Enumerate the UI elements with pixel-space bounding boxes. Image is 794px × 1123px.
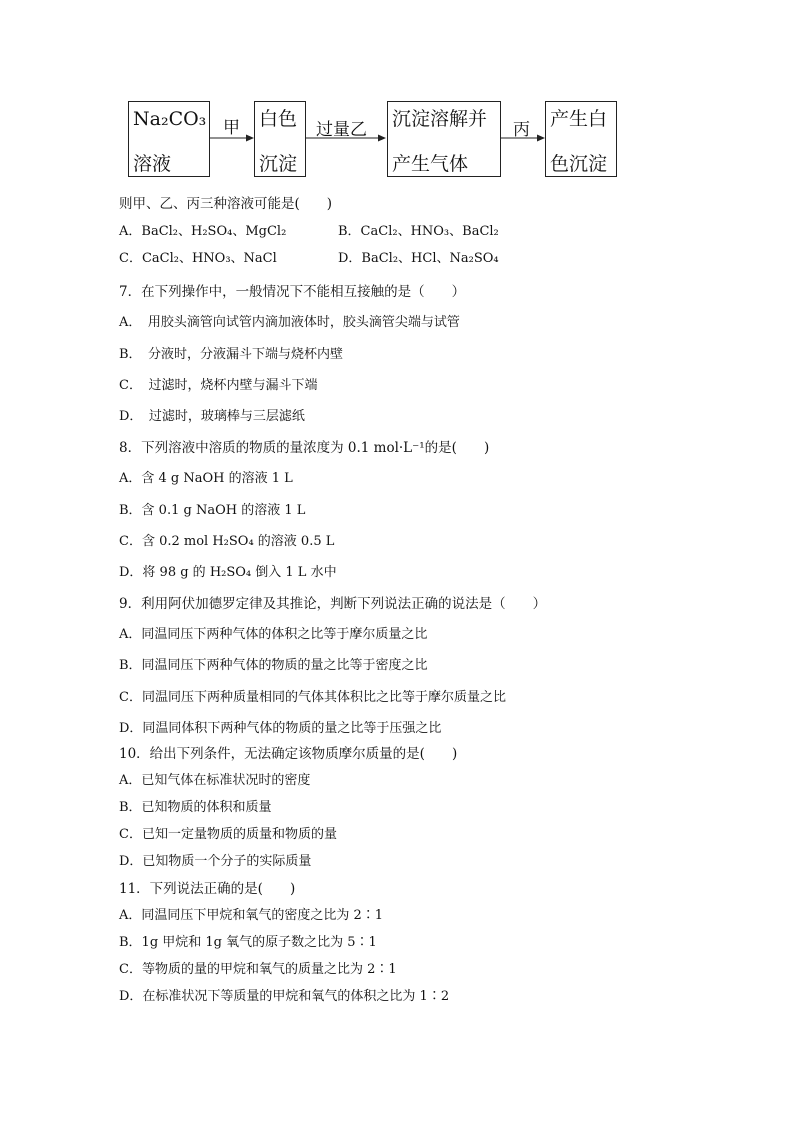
q10-option-c: C．已知一定量物质的质量和物质的量 [119, 827, 337, 842]
q10-option-b: B．已知物质的体积和质量 [119, 800, 272, 815]
flow-box-white-precipitate-2 [545, 101, 617, 177]
q6-option-a: A．BaCl₂、H₂SO₄、MgCl₂ [119, 224, 287, 239]
flow-box-line2: 溶液 [133, 153, 172, 175]
q7-option-b: B． 分液时，分液漏斗下端与烧杯内壁 [119, 347, 344, 362]
q6-option-c: C．CaCl₂、HNO₃、NaCl [119, 251, 277, 266]
flow-box-line2: 色沉淀 [550, 153, 608, 175]
q8-option-c: C．含 0.2 mol H₂SO₄ 的溶液 0.5 L [119, 534, 335, 549]
q6-stem: 则甲、乙、丙三种溶液可能是( ) [119, 196, 333, 212]
q9-option-b: B．同温同压下两种气体的物质的量之比等于密度之比 [119, 658, 428, 673]
q11-stem: 11．下列说法正确的是( ) [119, 881, 296, 897]
q7-option-a: A． 用胶头滴管向试管内滴加液体时，胶头滴管尖端与试管 [119, 315, 460, 330]
flow-box-line1: 产生白 [550, 108, 608, 130]
flow-box-line1: Na₂CO₃ [133, 108, 207, 130]
flow-box-line1: 白色 [259, 108, 298, 130]
q9-option-d: D．同温同体积下两种气体的物质的量之比等于压强之比 [119, 721, 442, 736]
arrow-3-label: 丙 [513, 120, 530, 140]
flow-box-white-precipitate [254, 101, 306, 177]
q11-option-c: C．等物质的量的甲烷和氧气的质量之比为 2∶1 [119, 962, 397, 977]
q8-stem: 8．下列溶液中溶质的物质的量浓度为 0.1 mol·L⁻¹的是( ) [119, 440, 490, 456]
flow-box-line1: 沉淀溶解并 [392, 108, 488, 130]
q6-option-b: B．CaCl₂、HNO₃、BaCl₂ [338, 224, 499, 239]
q6-option-d: D．BaCl₂、HCl、Na₂SO₄ [338, 251, 499, 266]
q10-stem: 10．给出下列条件，无法确定该物质摩尔质量的是( ) [119, 746, 458, 762]
q10-option-d: D．已知物质一个分子的实际质量 [119, 854, 312, 869]
q11-option-d: D．在标准状况下等质量的甲烷和氧气的体积之比为 1∶2 [119, 989, 450, 1004]
q7-option-d: D． 过滤时，玻璃棒与三层滤纸 [119, 409, 305, 424]
q7-option-c: C． 过滤时，烧杯内壁与漏斗下端 [119, 378, 318, 393]
q11-option-b: B．1g 甲烷和 1g 氧气的原子数之比为 5∶1 [119, 935, 377, 950]
q9-stem: 9．利用阿伏加德罗定律及其推论，判断下列说法正确的说法是（ ） [119, 596, 547, 612]
flow-box-na2co3 [128, 101, 210, 177]
arrow-2-label: 过量乙 [316, 120, 367, 140]
arrow-1-label: 甲 [223, 118, 240, 138]
flow-box-line2: 产生气体 [392, 153, 469, 175]
q10-option-a: A．已知气体在标准状况时的密度 [119, 773, 311, 788]
q8-option-d: D．将 98 g 的 H₂SO₄ 倒入 1 L 水中 [119, 565, 337, 580]
flow-box-dissolve [387, 101, 501, 177]
q9-option-a: A．同温同压下两种气体的体积之比等于摩尔质量之比 [119, 627, 428, 642]
q11-option-a: A．同温同压下甲烷和氧气的密度之比为 2∶1 [119, 908, 384, 923]
q7-stem: 7．在下列操作中，一般情况下不能相互接触的是（ ） [119, 284, 466, 300]
q9-option-c: C．同温同压下两种质量相同的气体其体积比之比等于摩尔质量之比 [119, 690, 506, 705]
flow-box-line2: 沉淀 [259, 153, 298, 175]
q8-option-b: B．含 0.1 g NaOH 的溶液 1 L [119, 503, 306, 518]
q8-option-a: A．含 4 g NaOH 的溶液 1 L [119, 471, 293, 486]
